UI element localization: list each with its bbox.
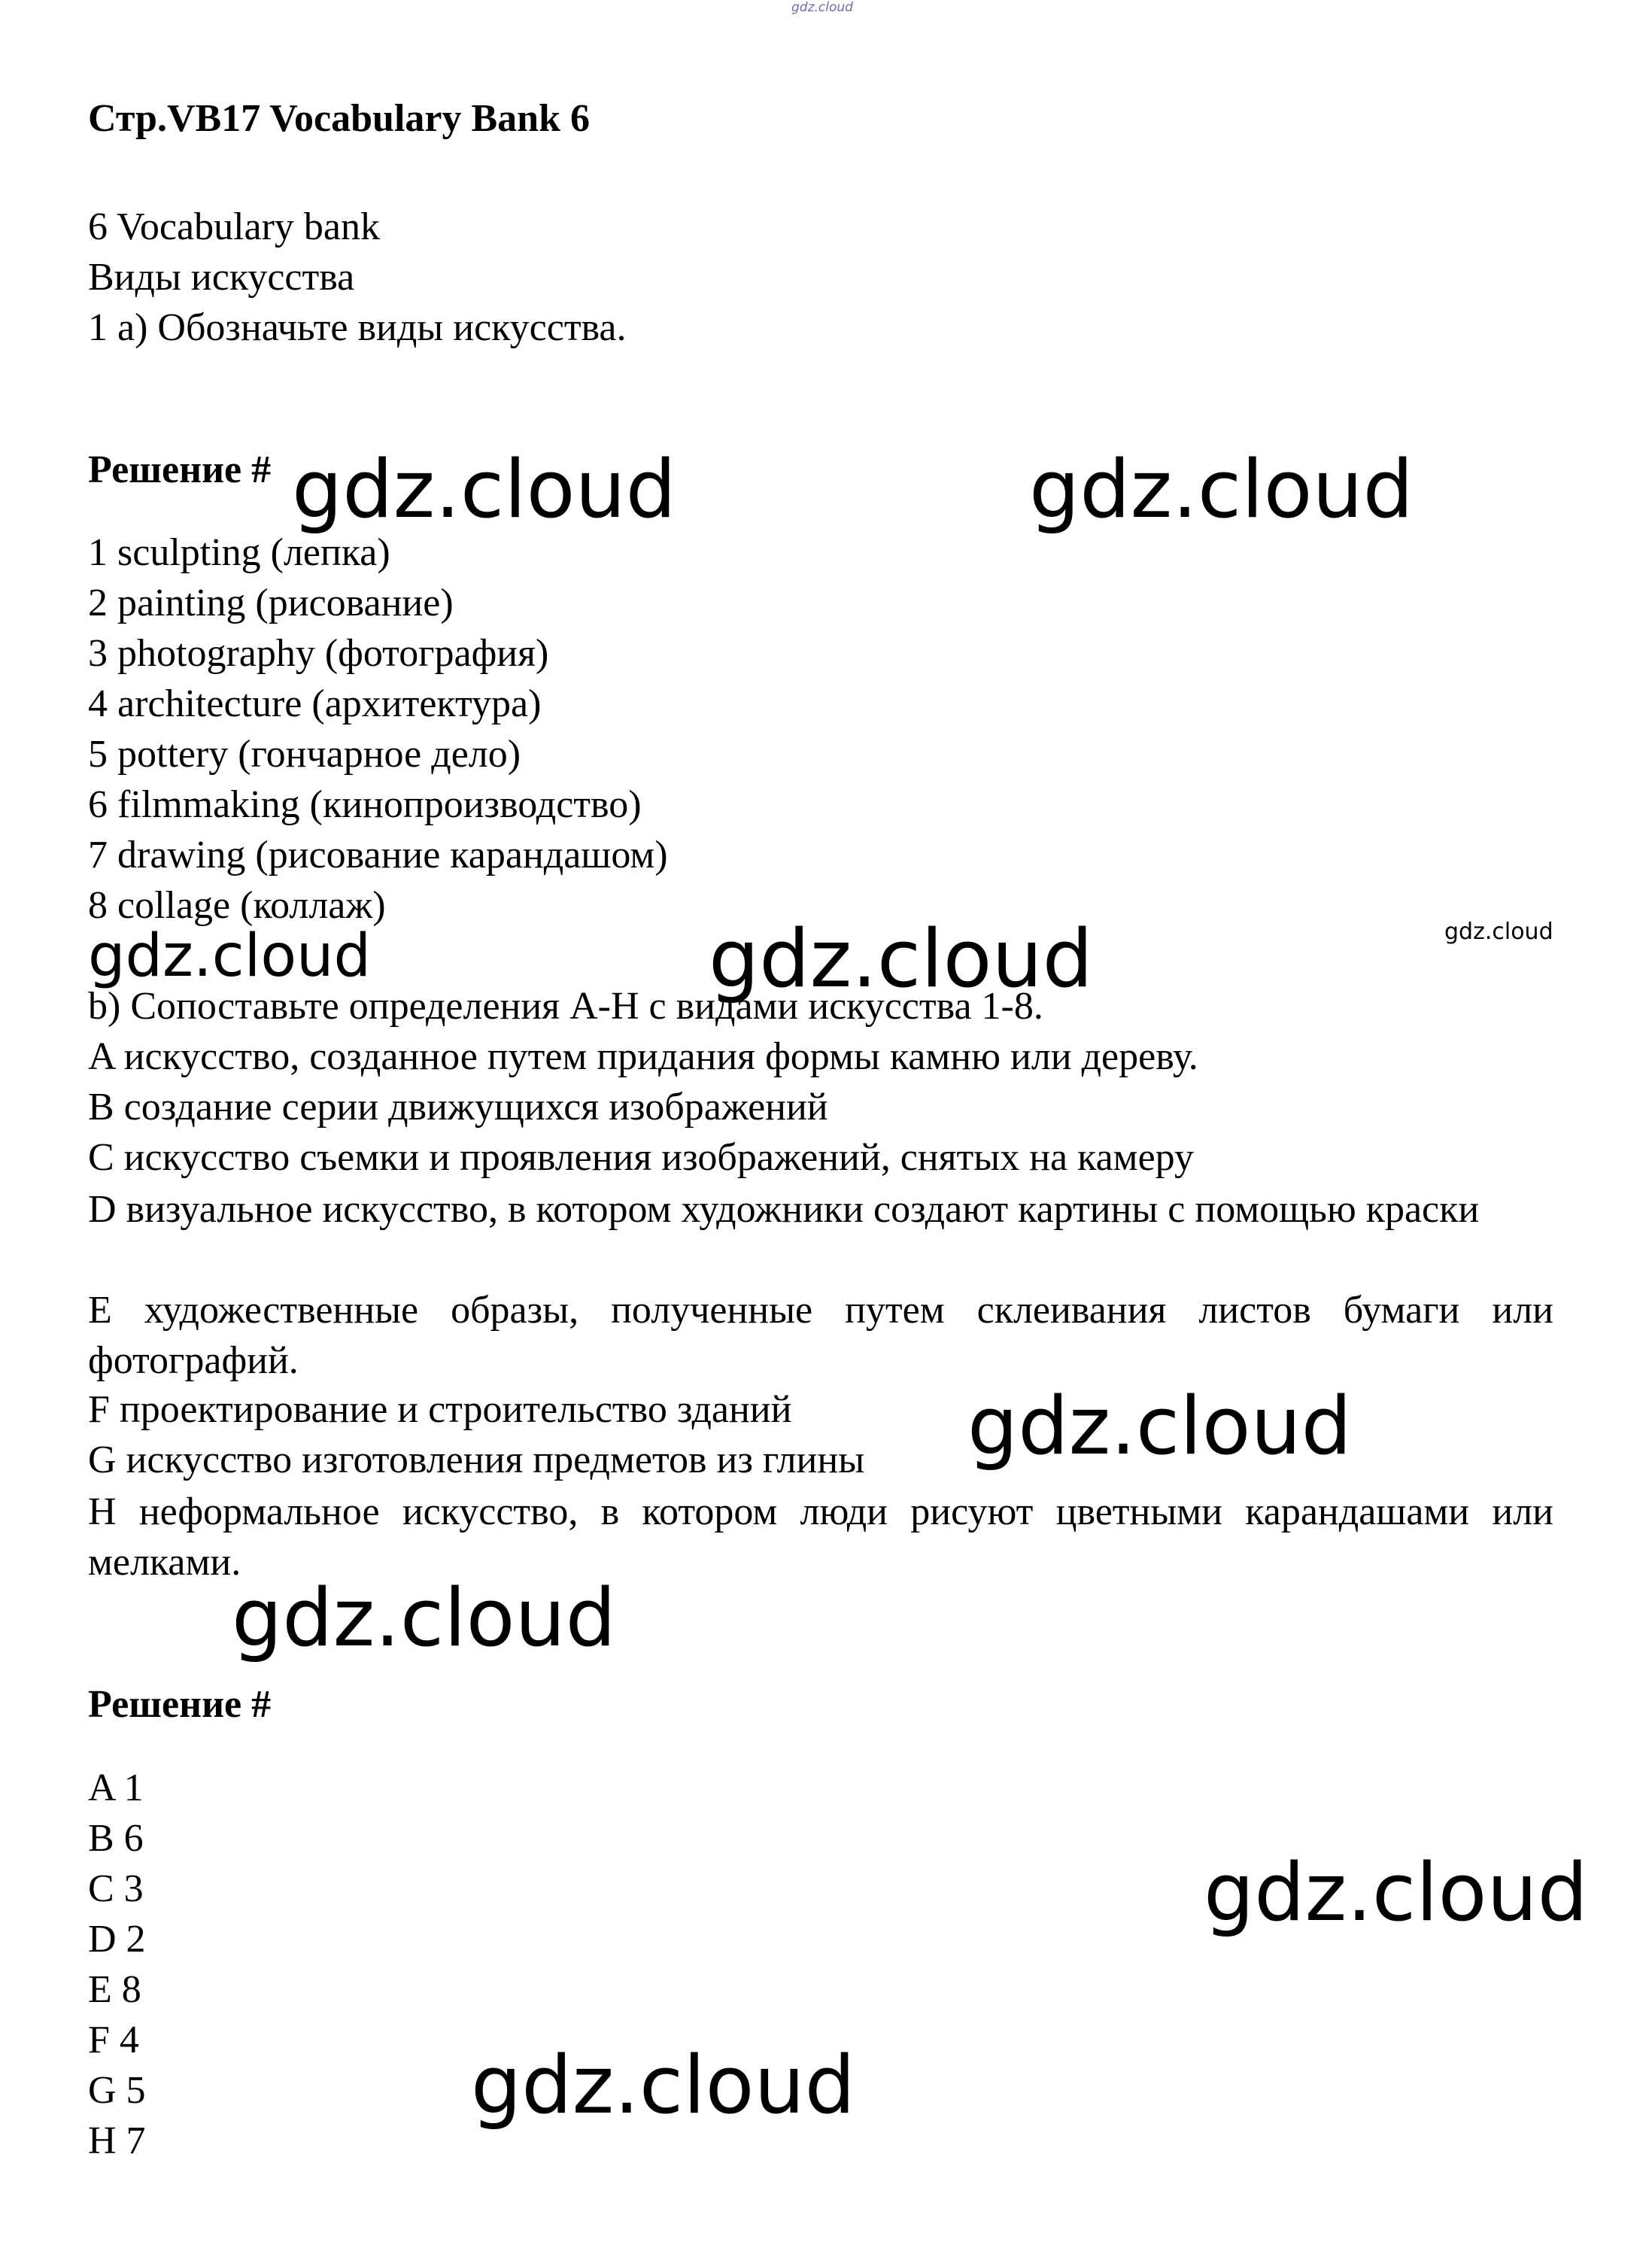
solution-a-item: 6 filmmaking (кинопроизводство): [88, 783, 642, 826]
solution-a-item: 7 drawing (рисование карандашом): [88, 834, 668, 876]
answer-item: F 4: [88, 2019, 139, 2061]
solution-a-item: 4 architecture (архитектура): [88, 682, 542, 725]
definition-item: G искусство изготовления предметов из глины: [88, 1438, 865, 1481]
watermark: gdz.cloud: [292, 443, 676, 536]
task-a-instruction: 1 a) Обозначьте виды искусства.: [88, 306, 627, 349]
solution-a-item: 2 painting (рисование): [88, 582, 454, 624]
watermark: gdz.cloud: [471, 2039, 855, 2131]
watermark: gdz.cloud: [967, 1380, 1352, 1472]
page-title: Стр.VB17 Vocabulary Bank 6: [88, 97, 591, 140]
answer-item: B 6: [88, 1817, 144, 1860]
watermark: gdz.cloud: [1204, 1846, 1588, 1939]
watermark: gdz.cloud: [1444, 919, 1553, 945]
topic-heading: Виды искусства: [88, 256, 355, 299]
header-watermark: gdz.cloud: [791, 0, 853, 15]
definition-item: F проектирование и строительство зданий: [88, 1388, 792, 1431]
definition-item: C искусство съемки и проявления изображений, снятых на камеру: [88, 1136, 1194, 1179]
answer-item: A 1: [88, 1767, 144, 1809]
section-heading: 6 Vocabulary bank: [88, 205, 380, 248]
solution-a-item: 1 sculpting (лепка): [88, 531, 390, 574]
definition-item: B создание серии движущихся изображений: [88, 1086, 828, 1129]
solution-a-item: 5 pottery (гончарное дело): [88, 733, 521, 776]
watermark: gdz.cloud: [88, 922, 371, 990]
definition-item: D визуальное искусство, в котором художники создают картины с помощью краски: [88, 1188, 1480, 1231]
solution-b-label: Решение #: [88, 1683, 272, 1726]
watermark: gdz.cloud: [709, 913, 1093, 1005]
answer-item: E 8: [88, 1968, 141, 2011]
answer-item: G 5: [88, 2069, 146, 2112]
solution-a-label: Решение #: [88, 448, 272, 491]
answer-item: C 3: [88, 1867, 144, 1910]
definition-item: H неформальное искусство, в котором люди рисуют цветными карандашами или мелками.: [88, 1490, 1553, 1584]
task-b-instruction: b) Сопоставьте определения A-H с видами искусства 1-8.: [88, 985, 1043, 1028]
definition-item: E художественные образы, полученные путем склеивания листов бумаги или фотографий.: [88, 1289, 1553, 1382]
solution-a-item: 3 photography (фотография): [88, 632, 549, 675]
watermark: gdz.cloud: [232, 1572, 616, 1664]
definition-item: A искусство, созданное путем придания формы камню или дереву.: [88, 1035, 1198, 1078]
answer-item: D 2: [88, 1918, 146, 1961]
solution-a-item: 8 collage (коллаж): [88, 884, 386, 927]
answer-item: H 7: [88, 2119, 146, 2162]
watermark: gdz.cloud: [1029, 443, 1414, 536]
